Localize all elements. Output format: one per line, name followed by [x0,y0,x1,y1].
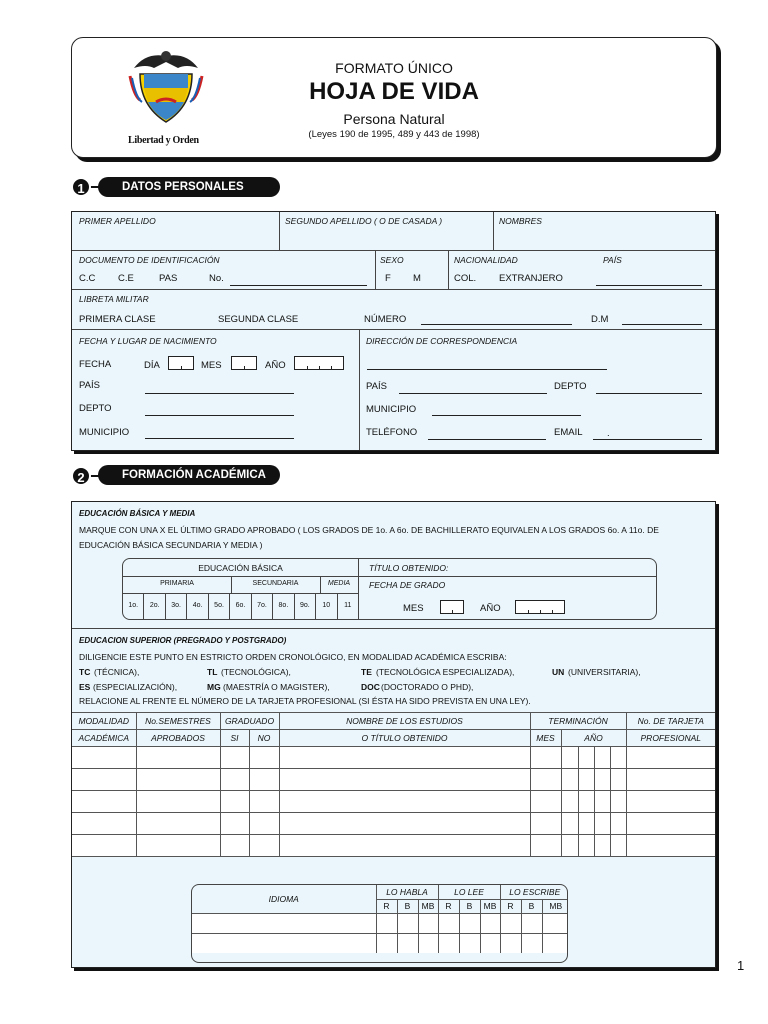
media-label: MEDIA [327,580,351,587]
pais-correspondencia-field[interactable] [399,393,547,394]
mg-code: MG [207,682,221,692]
page-number: 1 [737,958,745,973]
col-nombre-1: NOMBRE DE LOS ESTUDIOS [279,713,530,730]
superior-instructions-1: DILIGENCIE ESTE PUNTO EN ESTRICTO ORDEN CRONOLÓGICO, EN MODALIDAD ACADÉMICA ESCRIBA: [79,652,507,662]
libreta-numero-field[interactable] [421,324,572,325]
educacion-superior-table [72,712,715,857]
ce-option[interactable]: C.E [118,273,134,284]
habla-mb: MB [418,899,438,913]
motto: Libertad y Orden [128,135,199,146]
edu-basica-label: EDUCACIÓN BÁSICA [198,563,283,573]
tl-code: TL [207,667,218,677]
dia-label: DÍA [144,360,160,371]
email-label: EMAIL [554,427,583,438]
sexo-label: SEXO [380,255,404,265]
anio-label: AÑO [265,360,286,371]
pais-nacimiento-label: PAÍS [79,380,100,391]
cc-option[interactable]: C.C [79,273,96,284]
mes-grado-field[interactable] [440,600,464,614]
telefono-field[interactable] [428,439,546,440]
basica-instructions-2: EDUCACIÓN BÁSICA SECUNDARIA Y MEDIA ) [79,540,263,550]
section-2-number: 2 [71,466,91,486]
tc-code: TC [79,667,91,677]
pais-nacimiento-field[interactable] [145,393,294,394]
mes-grado-label: MES [403,603,424,614]
escribe-mb: MB [542,899,568,913]
pais-nacionalidad-label: PAÍS [603,255,622,265]
sexo-f-option[interactable]: F [385,273,391,284]
table-row[interactable] [72,813,715,835]
row-divider [72,250,715,251]
grade-cell[interactable]: 6o. [230,593,251,619]
mg-desc: (MAESTRÍA O MAGISTER), [223,682,330,692]
idioma-table [192,885,568,953]
page-title: HOJA DE VIDA [309,78,479,105]
un-code: UN [552,667,565,677]
te-code: TE [361,667,372,677]
lo-lee-label: LO LEE [438,885,500,899]
fecha-label: FECHA [79,359,112,370]
lee-r: R [438,899,459,913]
col-no: NO [249,730,279,747]
segunda-clase-option[interactable]: SEGUNDA CLASE [218,314,299,325]
superior-title: EDUCACION SUPERIOR (PREGRADO Y POSTGRADO) [79,636,287,645]
basica-instructions-1: MARQUE CON UNA X EL ÚLTIMO GRADO APROBADO ( LOS GRADOS DE 1o. A 6o. DE BACHILLERATO EQUIVALEN A LOS GRADOS 6o. A 11o. DE [79,525,659,535]
nombres-label: NOMBRES [499,216,542,226]
lo-escribe-label: LO ESCRIBE [500,885,568,899]
tl-desc: (TECNOLÓGICA), [221,667,291,677]
fecha-lugar-label: FECHA Y LUGAR DE NACIMIENTO [79,336,217,346]
grade-cell[interactable]: 4o. [187,593,208,619]
grade-cell[interactable]: 11 [344,602,352,609]
grado-box [122,558,657,620]
grade-cell[interactable]: 2o. [144,593,165,619]
pas-option[interactable]: PAS [159,273,178,284]
dm-label: D.M [591,314,609,325]
header-box [71,37,717,158]
idioma-label: IDIOMA [192,885,376,913]
primer-apellido-label: PRIMER APELLIDO [79,216,156,226]
sexo-m-option[interactable]: M [413,273,421,284]
section-2-title: FORMACIÓN ACADÉMICA [98,465,280,485]
municipio-nacimiento-label: MUNICIPIO [79,427,130,438]
col-semestres-2: APROBADOS [136,730,220,747]
secundaria-label: SECUNDARIA [252,580,299,587]
email-field[interactable] [593,439,702,440]
depto-correspondencia-field[interactable] [596,393,702,394]
municipio-nacimiento-field[interactable] [145,438,294,439]
habla-b: B [397,899,418,913]
grade-cell[interactable]: 9o. [295,593,316,619]
depto-nacimiento-field[interactable] [145,415,294,416]
extranjero-option[interactable]: EXTRANJERO [499,273,563,284]
mes-field[interactable] [231,356,257,370]
col-si: SI [220,730,249,747]
row-divider [72,289,715,290]
no-label: No. [209,273,224,284]
nacionalidad-label: NACIONALIDAD [454,255,518,265]
telefono-label: TELÉFONO [366,427,418,438]
depto-correspondencia-label: DEPTO [554,381,587,392]
idioma-row[interactable] [192,933,568,953]
col-divider [279,212,280,250]
depto-nacimiento-label: DEPTO [79,403,112,414]
col-divider [375,250,376,289]
lo-habla-label: LO HABLA [376,885,438,899]
fecha-grado-label: FECHA DE GRADO [369,580,446,590]
tc-desc: (TÉCNICA), [94,667,140,677]
table-row[interactable] [72,769,715,791]
col-terminacion: TERMINACIÓN [530,713,626,730]
datos-personales-panel [71,211,716,451]
mes-label: MES [201,360,222,371]
dm-field[interactable] [622,324,702,325]
es-desc: (ESPECIALIZACIÓN), [93,682,178,692]
doc-desc: (DOCTORADO O PHD), [381,682,474,692]
col-mes: MES [530,730,561,747]
grade-cell[interactable]: 1o. [123,593,144,619]
anio-field[interactable] [294,356,344,370]
col-divider [359,329,360,450]
numero-label: NÚMERO [364,314,407,325]
te-desc: (TECNOLÓGICA ESPECIALIZADA), [376,667,515,677]
dia-field[interactable] [168,356,194,370]
grade-cell[interactable]: 10 [316,593,337,619]
basica-title: EDUCACIÓN BÁSICA Y MEDIA [79,509,196,518]
municipio-correspondencia-label: MUNICIPIO [366,404,417,415]
escribe-b: B [521,899,542,913]
col-modalidad-1: MODALIDAD [72,713,136,730]
superior-instructions-3: RELACIONE AL FRENTE EL NÚMERO DE LA TARJETA PROFESIONAL (SI ÉSTA HA SIDO PREVISTA EN UNA LEY). [79,696,531,706]
col-graduado: GRADUADO [220,713,279,730]
col-option[interactable]: COL. [454,273,477,284]
row-divider [72,329,715,330]
email-separator: . [607,428,610,439]
es-code: ES [79,682,91,692]
section-1-title: DATOS PERSONALES [98,177,280,197]
col-divider [493,212,494,250]
table-row[interactable] [72,835,715,857]
doc-code: DOC [361,682,380,692]
formacion-academica-panel [71,501,716,968]
col-modalidad-2: ACADÉMICA [72,730,136,747]
anio-grado-field[interactable] [515,600,565,614]
table-row[interactable] [72,747,715,769]
direccion-field[interactable] [367,369,607,370]
col-anio: AÑO [561,730,626,747]
idioma-box [191,884,568,963]
libreta-label: LIBRETA MILITAR [79,294,149,304]
primaria-label: PRIMARIA [160,580,194,587]
col-divider [448,250,449,289]
grade-cell[interactable]: 3o. [166,593,187,619]
documento-number-field[interactable] [230,285,367,286]
anio-grado-label: AÑO [480,603,501,614]
primera-clase-option[interactable]: PRIMERA CLASE [79,314,156,325]
grade-cell[interactable]: 5o. [209,593,230,619]
grade-cell[interactable]: 7o. [252,593,273,619]
escribe-r: R [500,899,521,913]
direccion-label: DIRECCIÓN DE CORRESPONDENCIA [366,336,518,346]
pais-nacionalidad-field[interactable] [596,285,702,286]
segundo-apellido-label: SEGUNDO APELLIDO ( O DE CASADA ) [285,216,443,226]
pais-correspondencia-label: PAÍS [366,381,387,392]
grade-cell[interactable]: 8o. [273,593,294,619]
un-desc: (UNIVERSITARIA), [568,667,641,677]
col-nombre-2: O TÍTULO OBTENIDO [279,730,530,747]
subtitle: Persona Natural [343,111,445,127]
section-1-number: 1 [71,177,91,197]
col-tarjeta-2: PROFESIONAL [626,730,715,747]
documento-label: DOCUMENTO DE IDENTIFICACIÓN [79,255,220,265]
formato-label: FORMATO ÚNICO [335,60,453,76]
habla-r: R [376,899,397,913]
col-semestres-1: No.SEMESTRES [136,713,220,730]
municipio-correspondencia-field[interactable] [432,415,581,416]
lee-mb: MB [480,899,500,913]
leyes-label: (Leyes 190 de 1995, 489 y 443 de 1998) [308,129,480,140]
grades-row [123,593,358,619]
table-row[interactable] [72,791,715,813]
titulo-obtenido-label: TÍTULO OBTENIDO: [369,563,449,573]
idioma-row[interactable] [192,913,568,933]
lee-b: B [459,899,480,913]
col-tarjeta-1: No. DE TARJETA [626,713,715,730]
